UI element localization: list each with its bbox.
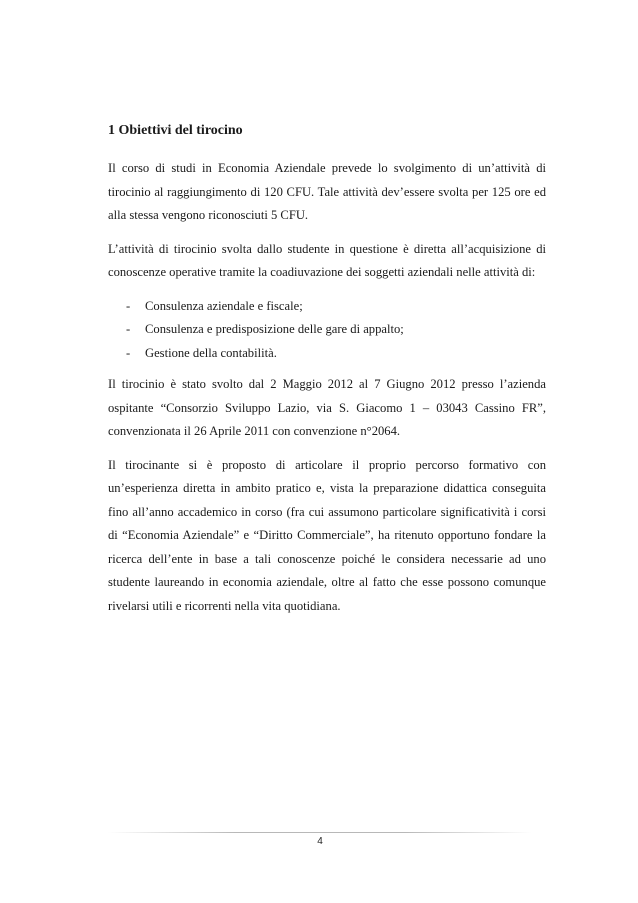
document-body	[108, 122, 546, 628]
footer-divider	[108, 832, 532, 833]
paragraph-period: Il tirocinio è stato svolto dal 2 Maggio 2012 al 7 Giugno 2012 presso l’azienda ospitante “Consorzio Sviluppo Lazio, via S. Giacomo 1 – 03043 Cassino FR”, convenzionata il 26 Aprile 2011 con convenzione n°2064.	[108, 377, 546, 438]
list-item	[108, 295, 546, 319]
list-marker: -	[126, 345, 131, 360]
paragraph-activity: L’attività di tirocinio svolta dallo studente in questione è diretta all’acquisizione di conoscenze operative tramite la coadiuvazione dei soggetti aziendali nelle attività di:	[108, 241, 546, 279]
paragraph-goals: Il tirocinante si è proposto di articolare il proprio percorso formativo con un’esperienza diretta in ambito pratico e, vista la preparazione didattica conseguita fino all’anno accademico in corso (fra cui assumono particolare significatività i corsi di “Economia Aziendale” e “Diritto Commerciale”, ha ritenuto opportuno fondare la ricerca dell’ente in base a tali conoscenze poiché le considera necessarie ad uno studente laureando in economia aziendale, oltre al fatto che esse possono comunque rivelarsi utili e ricorrenti nella vita quotidiana.	[108, 457, 546, 613]
section-heading: 1 Obiettivi del tirocino	[108, 123, 243, 138]
activity-list	[108, 295, 546, 366]
list-item-text: Consulenza e predisposizione delle gare di appalto;	[145, 322, 404, 336]
list-marker: -	[126, 322, 131, 336]
list-item-text: Consulenza aziendale e fiscale;	[145, 298, 303, 313]
list-item	[108, 318, 546, 342]
paragraph-intro: Il corso di studi in Economia Aziendale prevede lo svolgimento di un’attività di tirocinio al raggiungimento di 120 CFU. Tale attività dev’essere svolta per 125 ore ed alla stessa vengono riconosciuti 5 CFU.	[108, 161, 546, 222]
list-marker: -	[126, 298, 131, 313]
page-number: 4	[317, 836, 323, 847]
list-item-text: Gestione della contabilità.	[145, 345, 277, 360]
list-item	[108, 342, 546, 366]
